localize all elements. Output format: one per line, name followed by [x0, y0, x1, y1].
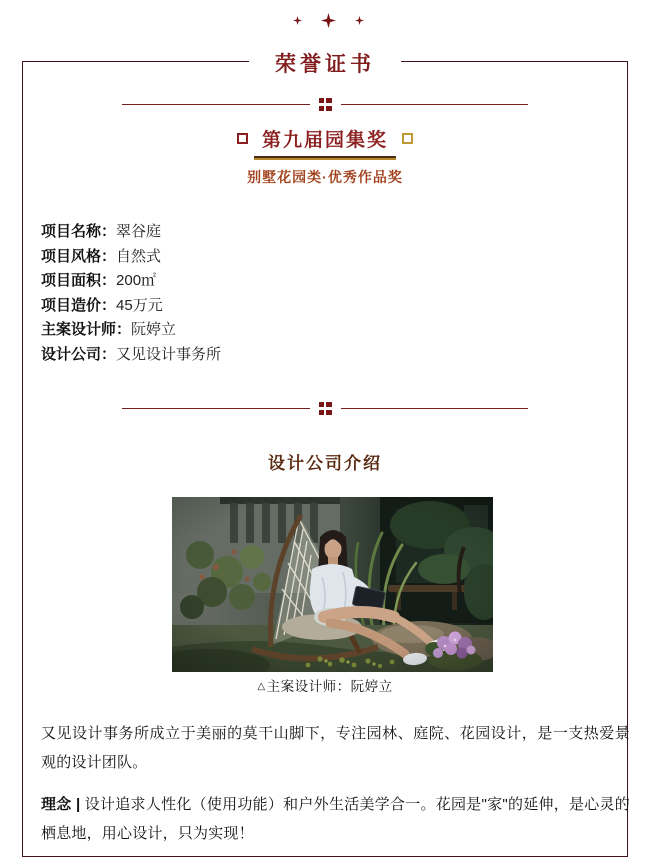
designer-photo	[172, 497, 493, 672]
diamond-icon	[321, 13, 336, 28]
detail-label: 项目风格：	[41, 247, 117, 265]
detail-value: 翠谷庭	[116, 223, 162, 240]
detail-label: 设计公司：	[41, 345, 117, 363]
square-outline-red-icon	[237, 133, 248, 144]
divider-line	[341, 408, 529, 409]
quad-square-icon	[319, 98, 332, 111]
company-intro-paragraph: 又见设计事务所成立于美丽的莫干山脚下，专注园林、庭院、花园设计，是一支热爱景观的设计团队。	[41, 725, 630, 771]
detail-value: 阮婷立	[131, 321, 177, 338]
award-underline	[254, 156, 396, 160]
detail-row	[41, 269, 613, 294]
detail-row	[41, 294, 613, 319]
detail-row	[41, 220, 613, 245]
divider-line	[122, 408, 310, 409]
detail-label: 主案设计师：	[41, 321, 132, 338]
detail-value: 自然式	[116, 247, 162, 265]
detail-row	[41, 245, 613, 270]
detail-label: 项目面积：	[41, 272, 117, 289]
philosophy-label: 理念 |	[41, 796, 85, 813]
company-section-heading: 设计公司介绍	[268, 454, 382, 473]
philosophy-text: 设计追求人性化（使用功能）和户外生活美学合一。花园是"家"的延伸，是心灵的栖息地，用心设计，只为实现！	[41, 796, 630, 842]
detail-value: 200㎡	[116, 272, 157, 289]
detail-label: 项目名称：	[41, 223, 117, 240]
diamond-icon	[293, 16, 302, 25]
garden-scene-image	[172, 497, 493, 672]
divider-line	[341, 104, 529, 105]
project-details	[41, 220, 613, 367]
section-divider	[122, 98, 528, 111]
section-divider	[122, 402, 528, 415]
certificate-frame	[22, 53, 630, 857]
award-title: 第九届园集奖	[261, 129, 388, 151]
divider-line	[122, 104, 310, 105]
page-title: 荣誉证书	[249, 48, 401, 78]
diamond-icon	[355, 16, 364, 25]
detail-value: 又见设计事务所	[116, 345, 222, 363]
detail-value: 45万元	[116, 296, 163, 314]
detail-row	[41, 318, 613, 343]
detail-label: 项目造价：	[41, 296, 117, 314]
photo-caption	[23, 675, 627, 695]
company-philosophy-paragraph	[41, 791, 630, 848]
square-outline-gold-icon	[402, 133, 413, 144]
header-ornament	[0, 13, 657, 28]
detail-row	[41, 343, 613, 368]
award-subtitle: 别墅花园类·优秀作品奖	[247, 169, 403, 185]
triangle-icon: △	[257, 681, 266, 692]
award-title-row	[23, 125, 627, 151]
photo-caption-text: 主案设计师：阮婷立	[266, 679, 393, 694]
quad-square-icon	[319, 402, 332, 415]
